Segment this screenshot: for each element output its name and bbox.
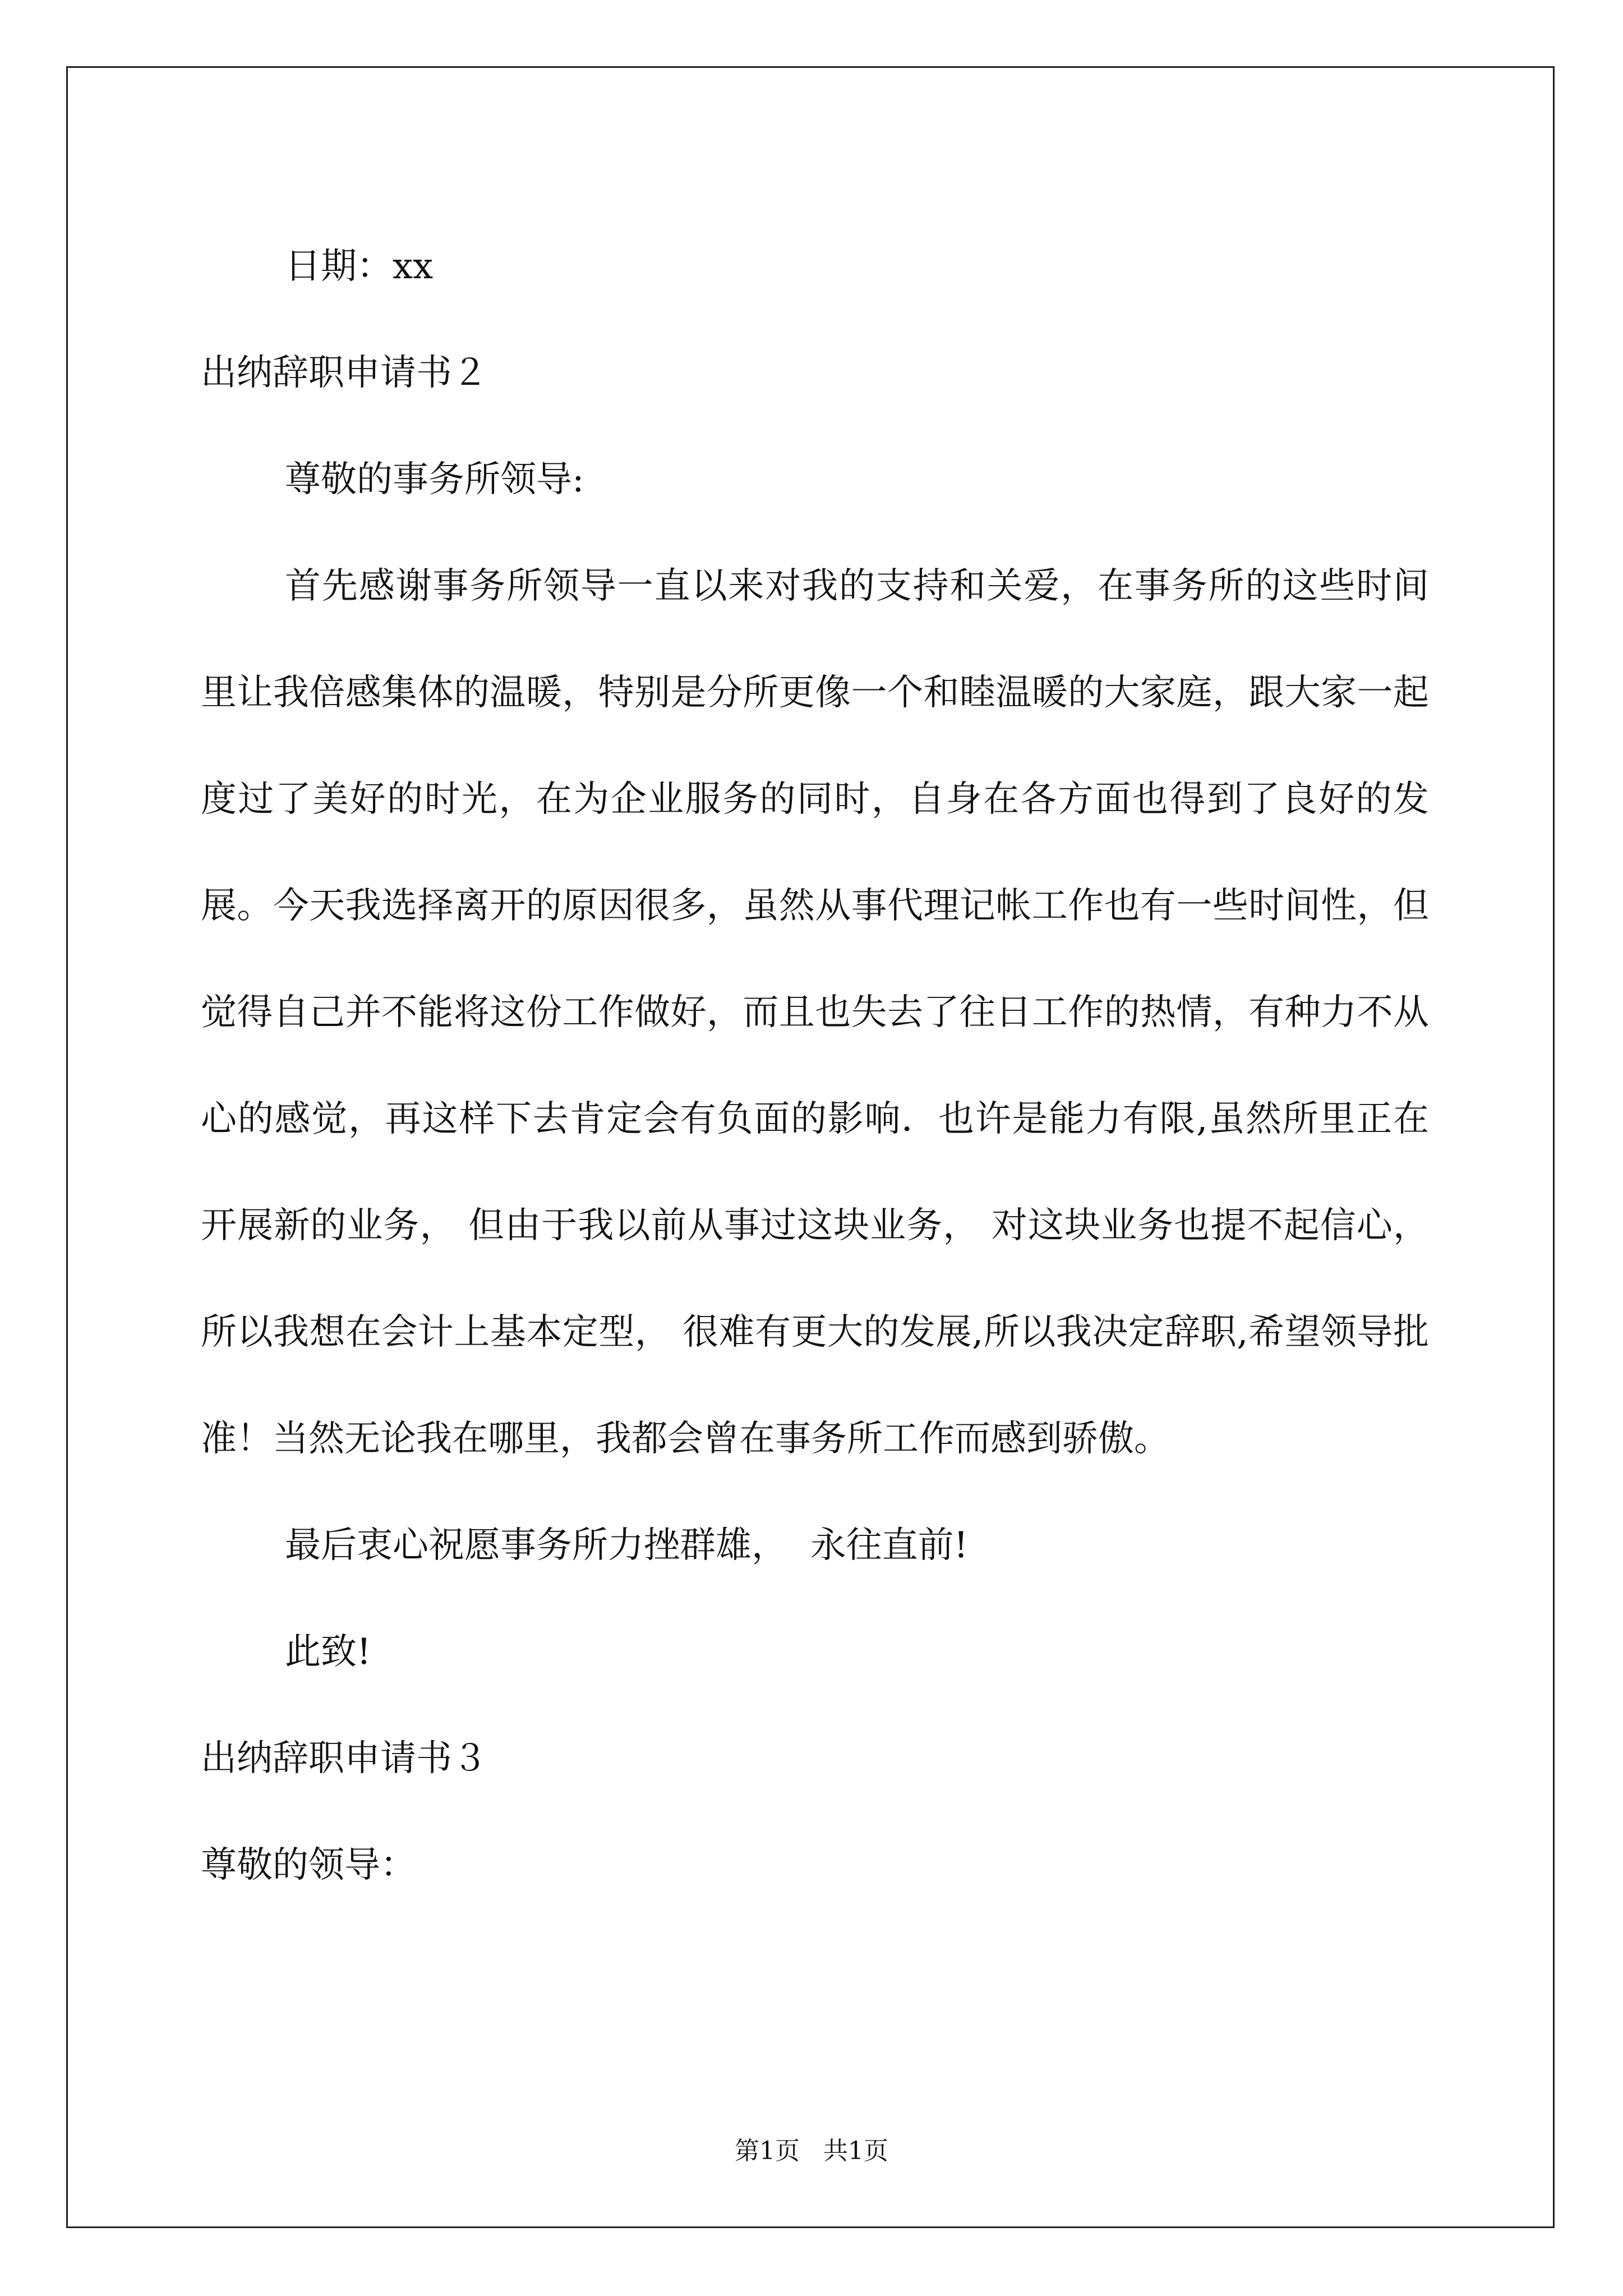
salutation-2: 尊敬的事务所领导: bbox=[285, 459, 584, 500]
closing-wish: 最后衷心祝愿事务所力挫群雄， 永往直前! bbox=[285, 1525, 969, 1566]
date-line: 日期：xx bbox=[285, 246, 434, 287]
salutation-3: 尊敬的领导： bbox=[201, 1844, 416, 1886]
page-footer bbox=[0, 2134, 1623, 2168]
section-title-2: 出纳辞职申请书２ bbox=[201, 352, 488, 394]
document-body bbox=[201, 213, 1429, 1918]
page-total: 共1页 bbox=[823, 2137, 888, 2165]
body-paragraph-2: 首先感谢事务所领导一直以来对我的支持和关爱，在事务所的这些时间里让我倍感集体的温暖，特别是分所更像一个和睦温暖的大家庭，跟大家一起度过了美好的时光，在为企业服务的同时，自身在各方面也得到了良好的发展。今天我选择离开的原因很多，虽然从事代理记帐工作也有一些时间性，但觉得自己并不能将这份工作做好，而且也失去了往日工作的热情，有种力不从心的感觉，再这样下去肯定会有负面的影响．也许是能力有限,虽然所里正在开展新的业务， 但由于我以前从事过这块业务， 对这块业务也提不起信心， 所以我想在会计上基本定型， 很难有更大的发展,所以我决定辞职,希望领导批准！当然无论我在哪里，我都会曾在事务所工作而感到骄傲。 bbox=[201, 565, 1429, 1460]
closing-regards: 此致! bbox=[285, 1631, 371, 1673]
section-title-3: 出纳辞职申请书３ bbox=[201, 1738, 488, 1779]
page-number: 第1页 bbox=[735, 2137, 800, 2165]
